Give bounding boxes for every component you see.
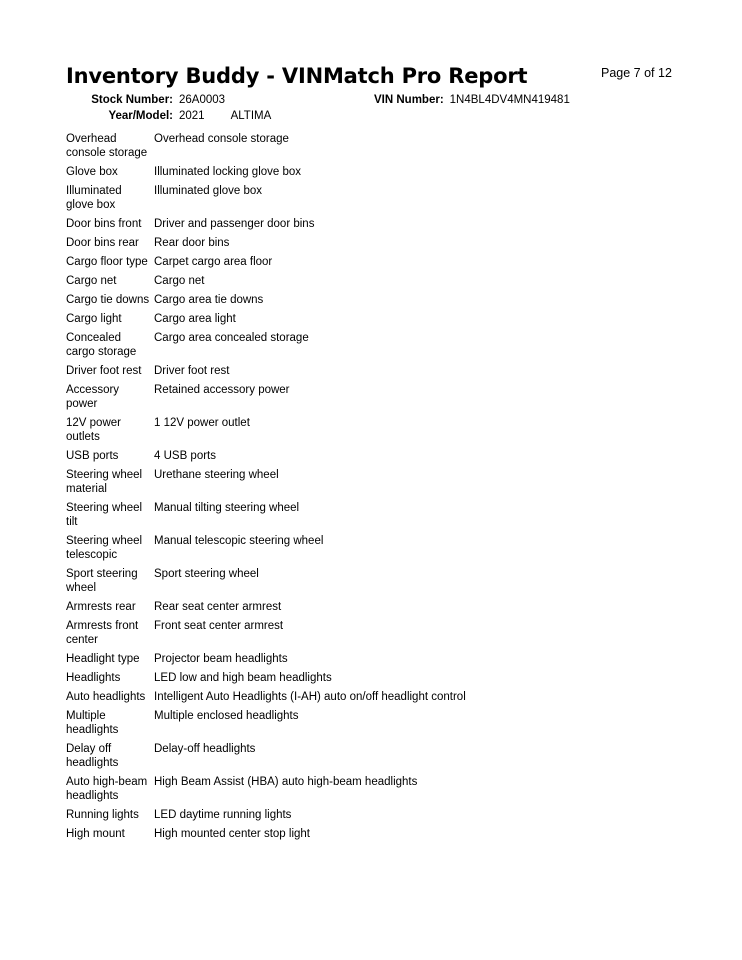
feature-row [64,449,468,468]
feature-description: Cargo area concealed storage [154,332,309,344]
feature-name: Concealed cargo storage [66,332,137,358]
feature-description: Rear door bins [154,237,230,249]
feature-name: Steering wheel telescopic [66,535,143,561]
feature-row [64,236,468,255]
feature-name: High mount [66,828,125,840]
feature-row [64,416,468,449]
feature-row [64,165,468,184]
feature-row [64,468,468,501]
stock-number-label: Stock Number: [91,94,173,106]
feature-name: Multiple headlights [66,710,119,736]
feature-name: Cargo light [66,313,122,325]
feature-row [64,567,468,600]
year-model-row [66,110,271,122]
feature-row [64,775,468,808]
feature-name: Running lights [66,809,139,821]
feature-description: Illuminated locking glove box [154,166,302,178]
feature-description: Manual telescopic steering wheel [154,535,324,547]
feature-row [64,534,468,567]
feature-row [64,184,468,217]
feature-name: Illuminated glove box [66,185,122,211]
feature-description: Driver and passenger door bins [154,218,315,230]
feature-description: Urethane steering wheel [154,469,279,481]
feature-description: Driver foot rest [154,365,230,377]
stock-number-row [66,94,225,106]
feature-name: Sport steering wheel [66,568,138,594]
feature-description: LED low and high beam headlights [154,672,332,684]
feature-row [64,619,468,652]
feature-row [64,690,468,709]
feature-description: Retained accessory power [154,384,290,396]
feature-description: Projector beam headlights [154,653,288,665]
feature-name: Armrests front center [66,620,139,646]
feature-description: 1 12V power outlet [154,417,250,429]
feature-description: Cargo area tie downs [154,294,264,306]
feature-row [64,709,468,742]
feature-name: Driver foot rest [66,365,142,377]
feature-row [64,742,468,775]
feature-description: Cargo area light [154,313,236,325]
feature-row [64,827,468,846]
feature-description: Multiple enclosed headlights [154,710,299,722]
feature-name: Door bins front [66,218,142,230]
feature-description: Cargo net [154,275,205,287]
feature-description: Overhead console storage [154,133,289,145]
feature-name: Steering wheel tilt [66,502,143,528]
feature-row [64,600,468,619]
feature-description: Delay-off headlights [154,743,256,755]
feature-description: Manual tilting steering wheel [154,502,300,514]
feature-description: High mounted center stop light [154,828,310,840]
feature-description: Illuminated glove box [154,185,263,197]
page-number: Page 7 of 12 [601,66,672,80]
feature-description: Intelligent Auto Headlights (I-AH) auto on/off headlight control [154,691,466,703]
feature-row [64,383,468,416]
feature-row [64,808,468,827]
feature-name: Auto high-beam headlights [66,776,148,802]
feature-row [64,364,468,383]
feature-name: Delay off headlights [66,743,119,769]
feature-row [64,312,468,331]
stock-number-value: 26A0003 [179,94,226,106]
feature-description: Carpet cargo area floor [154,256,273,268]
feature-description: 4 USB ports [154,450,216,462]
report-title: Inventory Buddy - VINMatch Pro Report [66,64,528,88]
feature-name: Accessory power [66,384,120,410]
feature-name: Cargo tie downs [66,294,150,306]
feature-name: Glove box [66,166,118,178]
feature-name: Headlights [66,672,121,684]
feature-name: Cargo net [66,275,117,287]
feature-name: Overhead console storage [66,133,148,159]
year-value: 2021 [179,110,205,122]
vin-number-value: 1N4BL4DV4MN419481 [449,94,570,106]
feature-row [64,331,468,364]
feature-table [64,132,468,846]
feature-row [64,671,468,690]
feature-name: USB ports [66,450,119,462]
feature-row [64,255,468,274]
feature-name: Steering wheel material [66,469,143,495]
year-model-label: Year/Model: [108,110,173,122]
feature-name: 12V power outlets [66,417,121,443]
feature-row [64,274,468,293]
feature-row [64,293,468,312]
feature-row [64,132,468,165]
feature-name: Headlight type [66,653,140,665]
feature-description: High Beam Assist (HBA) auto high-beam headlights [154,776,418,788]
vin-number-label: VIN Number: [374,94,444,106]
feature-description: Front seat center armrest [154,620,284,632]
model-value: ALTIMA [230,110,272,122]
vin-number-row [374,94,570,106]
feature-description: LED daytime running lights [154,809,292,821]
feature-row [64,501,468,534]
feature-description: Rear seat center armrest [154,601,282,613]
feature-row [64,652,468,671]
feature-name: Cargo floor type [66,256,148,268]
feature-name: Door bins rear [66,237,139,249]
feature-name: Armrests rear [66,601,136,613]
feature-name: Auto headlights [66,691,146,703]
feature-row [64,217,468,236]
feature-description: Sport steering wheel [154,568,259,580]
